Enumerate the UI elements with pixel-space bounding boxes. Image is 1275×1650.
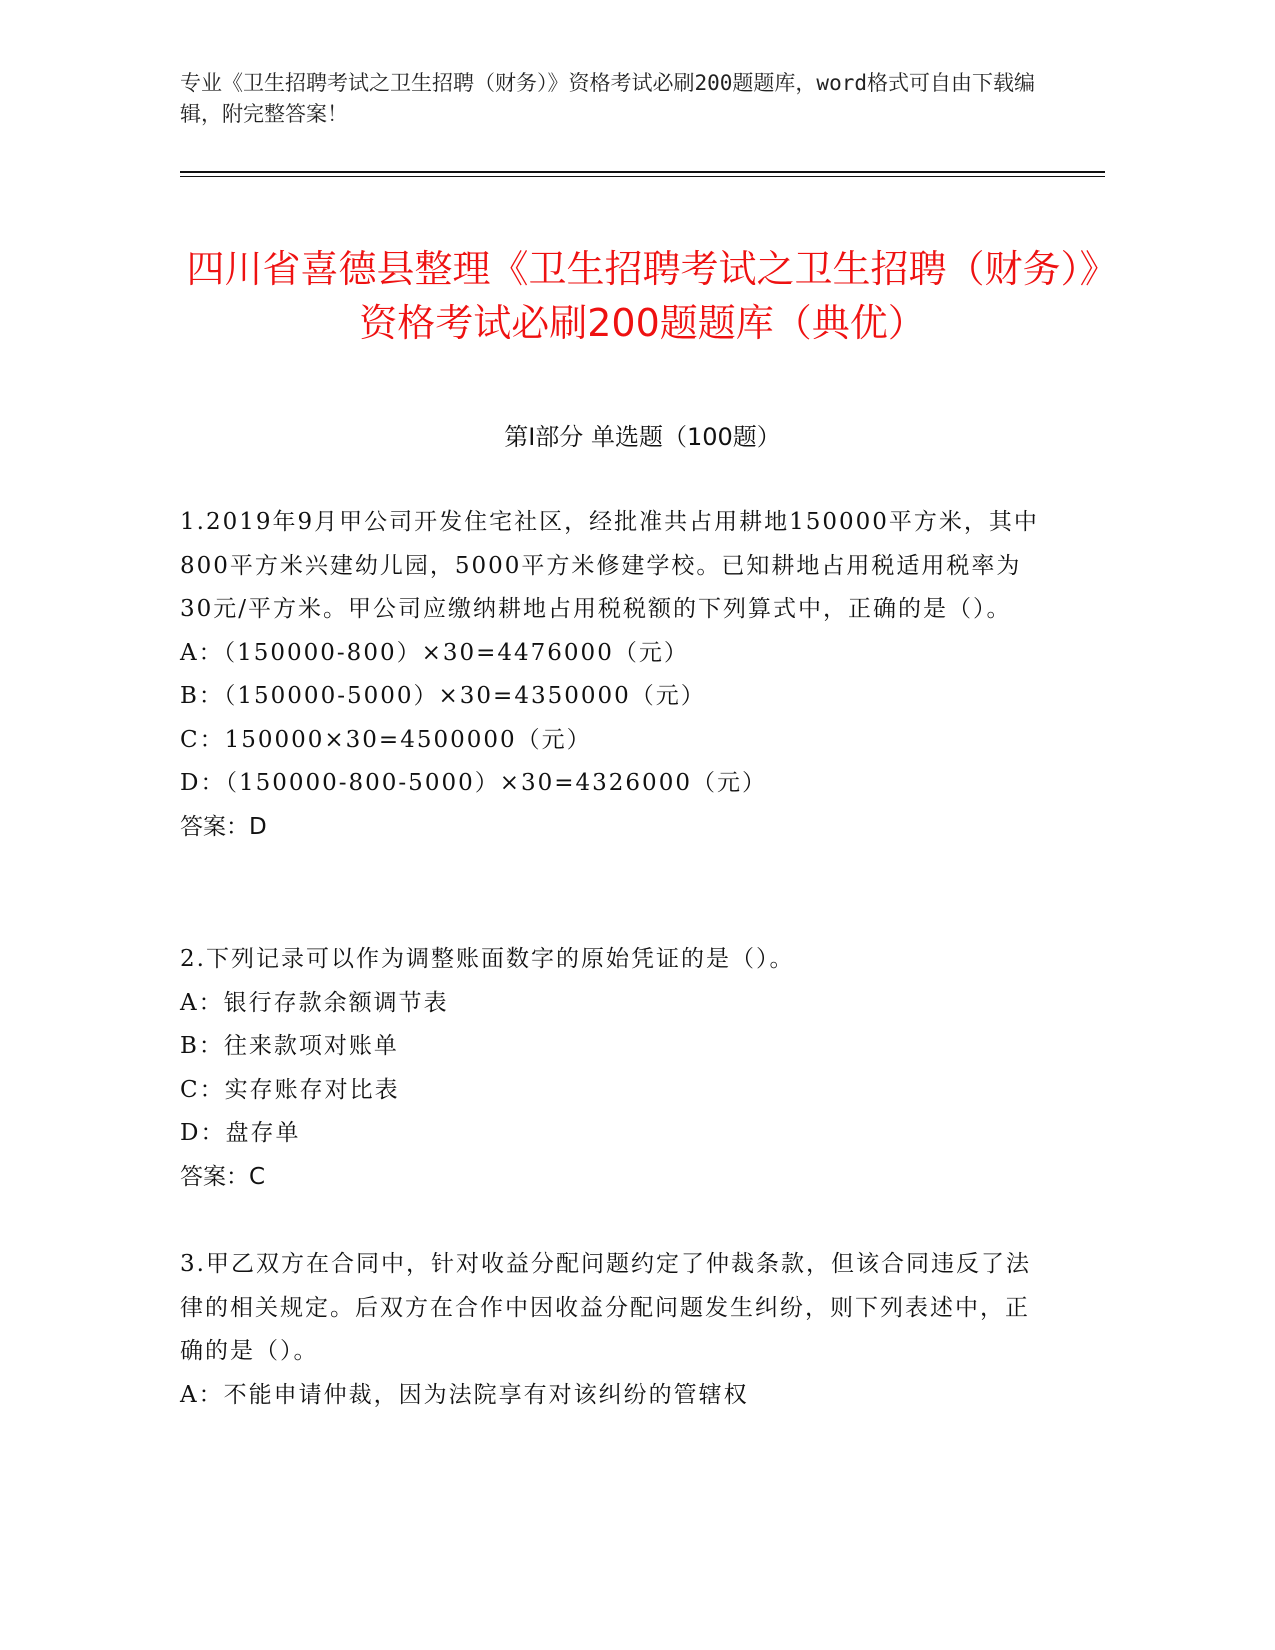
- header-divider-thick: [180, 171, 1105, 173]
- question-stem: 3.甲乙双方在合同中，针对收益分配问题约定了仲裁条款，但该合同违反了法律的相关规定。后双方在合作中因收益分配问题发生纠纷，则下列表述中，正确的是（）。: [180, 1251, 1031, 1364]
- question-2: [180, 938, 1050, 1199]
- answer: 答案：D: [180, 813, 267, 840]
- option-a: A：银行存款余额调节表: [180, 989, 449, 1016]
- question-stem: 1.2019年9月甲公司开发住宅社区，经批准共占用耕地150000平方米，其中800平方米兴建幼儿园，5000平方米修建学校。已知耕地占用税适用税率为30元/平方米。甲公司应缴纳耕地占用税税额的下列算式中，正确的是（）。: [180, 509, 1039, 622]
- section-heading: 第Ⅰ部分 单选题（100题）: [504, 423, 781, 451]
- option-b: B：往来款项对账单: [180, 1033, 399, 1059]
- option-c: C：实存账存对比表: [180, 1076, 400, 1103]
- answer: 答案：C: [180, 1163, 266, 1190]
- document-title: 四川省喜德县整理《卫生招聘考试之卫生招聘（财务）》资格考试必刷200题题库（典优）: [186, 247, 1099, 346]
- question-stem: 2.下列记录可以作为调整账面数字的原始凭证的是（）。: [180, 946, 795, 972]
- option-a: A：不能申请仲裁，因为法院享有对该纠纷的管辖权: [180, 1381, 749, 1408]
- option-d: D：（150000-800-5000）×30=4326000（元）: [180, 770, 767, 796]
- header-divider-thin: [180, 176, 1105, 177]
- question-1: [180, 501, 1050, 849]
- option-b: B：（150000-5000）×30=4350000（元）: [180, 683, 706, 709]
- option-a: A：（150000-800）×30=4476000（元）: [180, 639, 689, 666]
- option-d: D：盘存单: [180, 1120, 301, 1146]
- document-header-note: 专业《卫生招聘考试之卫生招聘（财务）》资格考试必刷200题题库，word格式可自由下载编辑，附完整答案！: [180, 71, 1035, 126]
- question-3: [180, 1243, 1050, 1417]
- option-c: C：150000×30=4500000（元）: [180, 726, 592, 753]
